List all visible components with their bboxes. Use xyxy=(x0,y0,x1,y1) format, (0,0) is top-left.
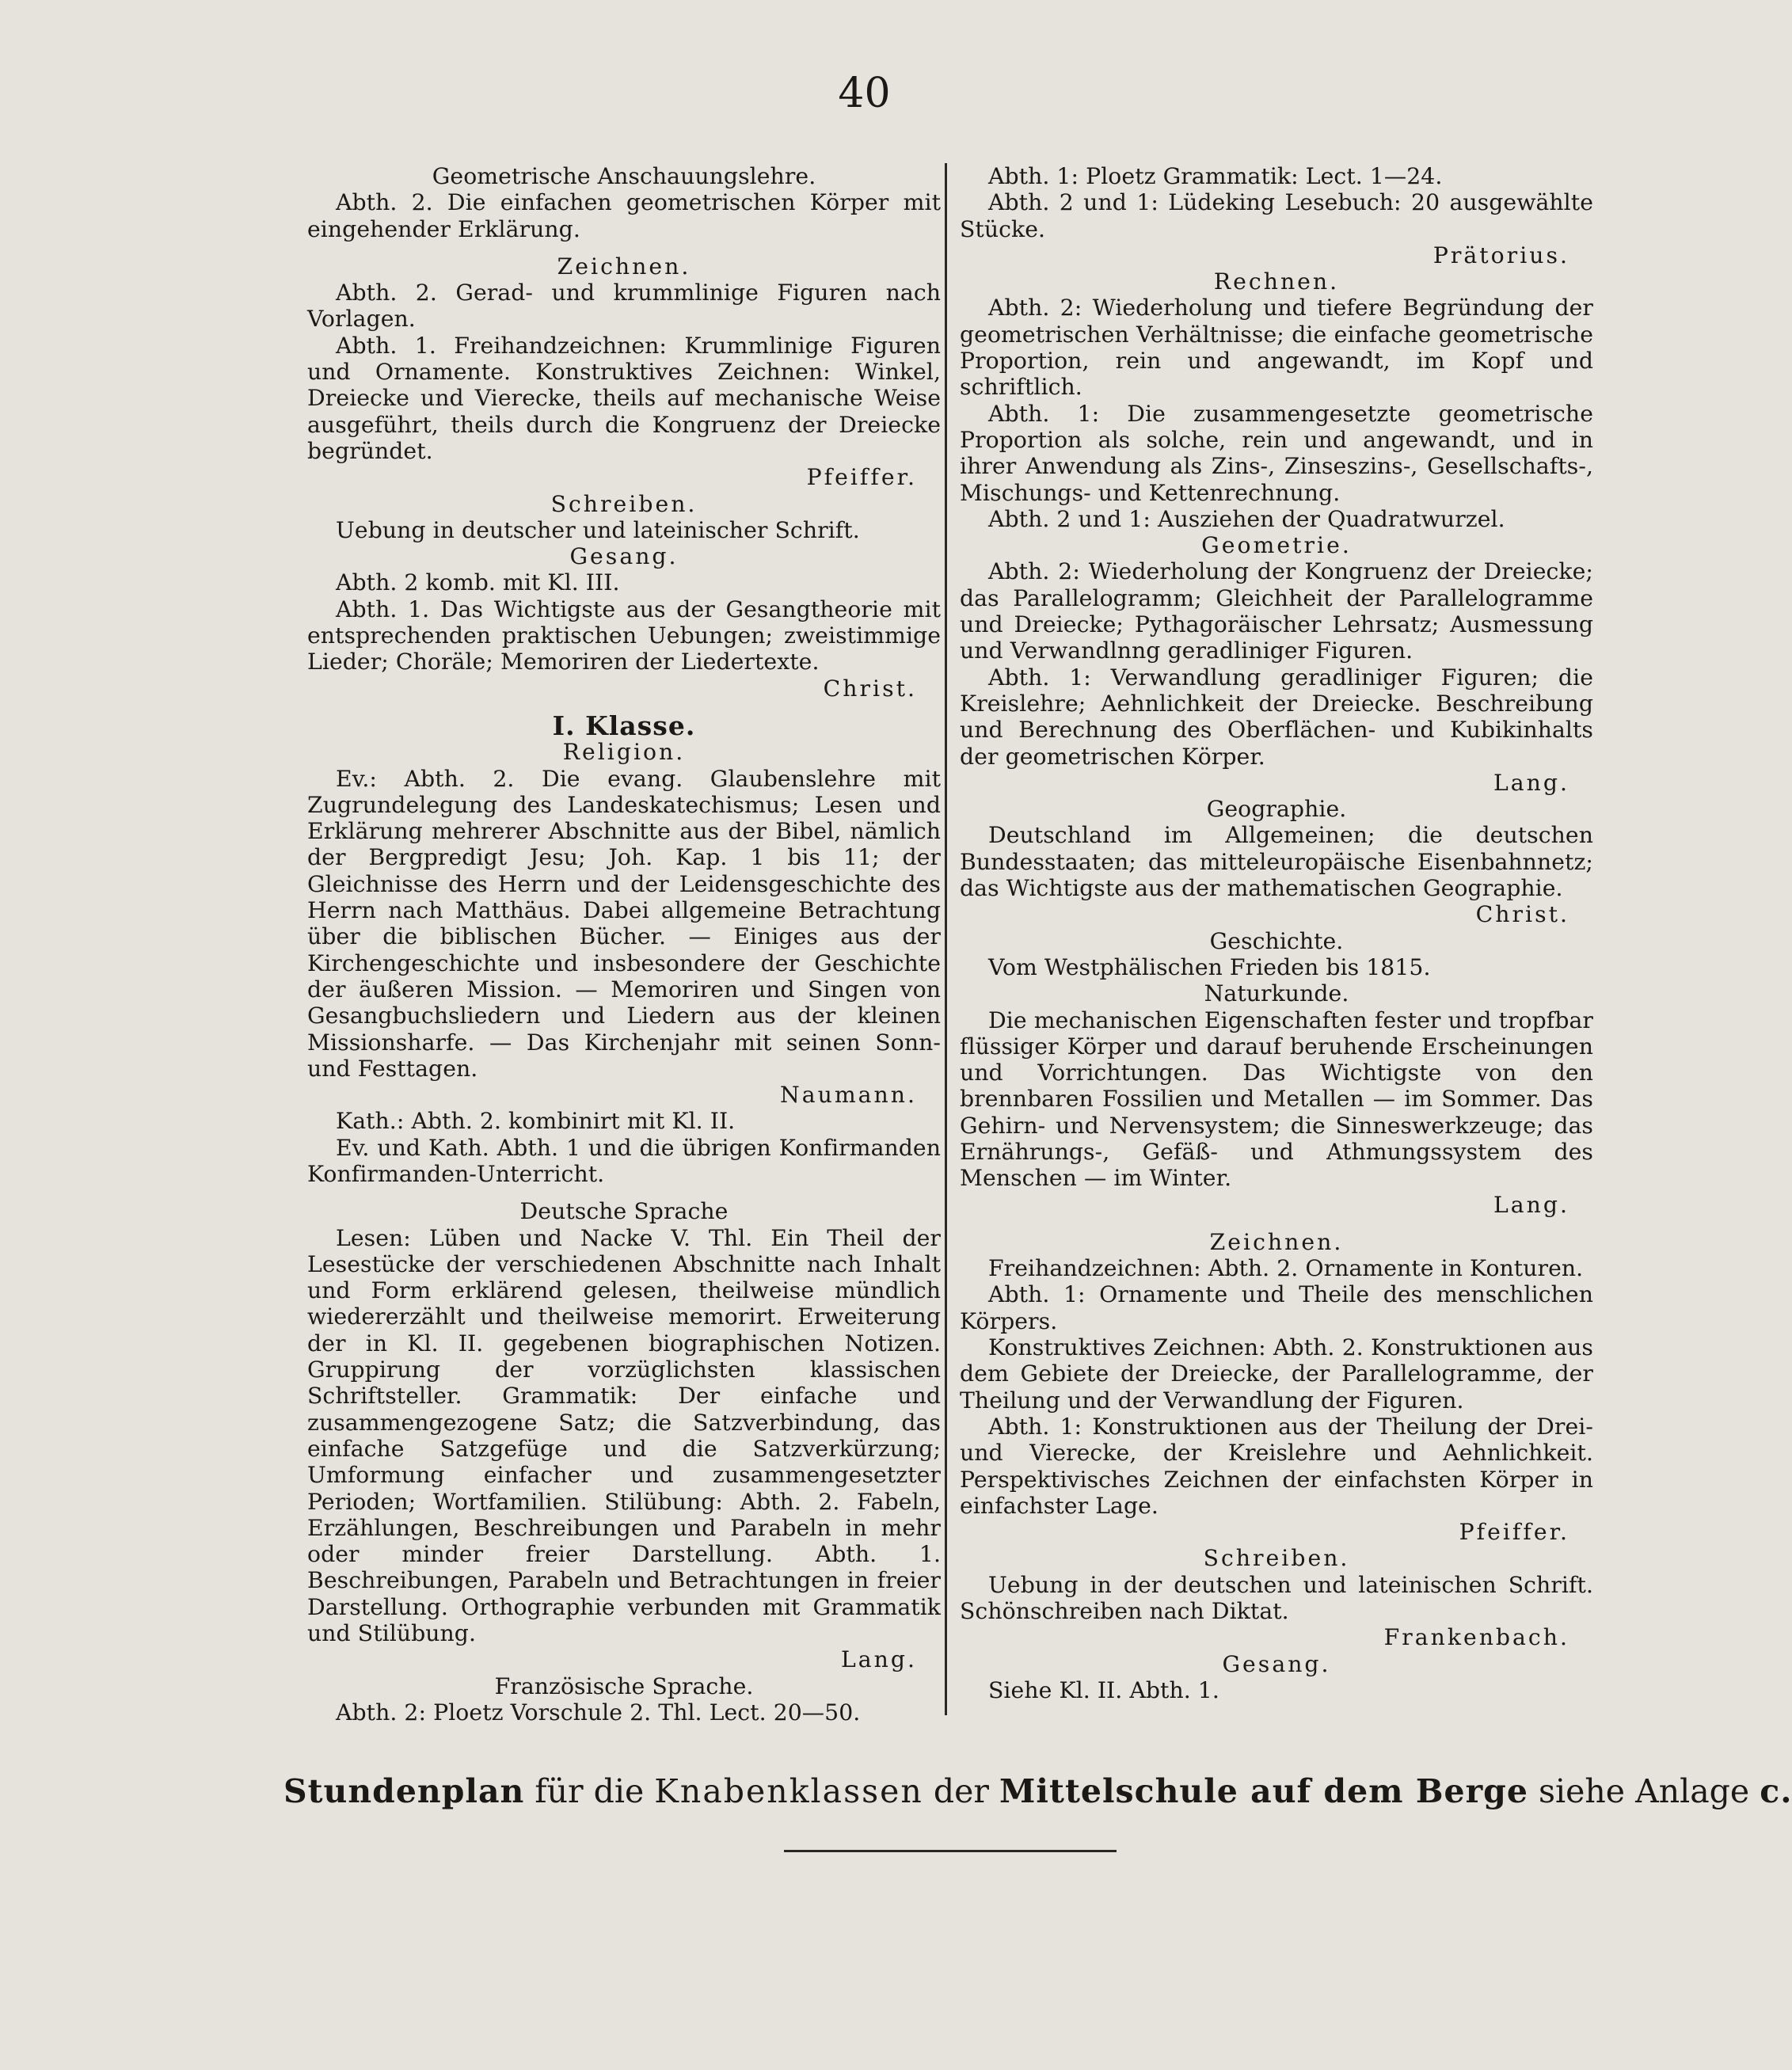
author-lang-geometrie: Lang. xyxy=(1493,769,1569,796)
paragraph-schreiben-right: Uebung in der deutschen und lateinischen Schrift. Schönschreiben nach Diktat. xyxy=(960,1571,1593,1625)
paragraph-rechnen-abth-2-1: Abth. 2 und 1: Ausziehen der Quadratwurzel. xyxy=(988,505,1505,532)
paragraph-geometrie-abth-1: Abth. 1: Verwandlung geradliniger Figuren; die Kreislehre; Aehnlichkeit der Dreiecke. Beschreibung und Berechnung des Oberflächen- und Kubikinhalts der geometrischen Körper. xyxy=(960,664,1593,770)
section-heading-geometrie: Geometrie. xyxy=(1201,532,1352,559)
section-heading-naturkunde: Naturkunde. xyxy=(1204,980,1349,1007)
section-heading-geschichte: Geschichte. xyxy=(1209,927,1344,954)
footer-fuer-die: für die xyxy=(535,1772,645,1810)
section-heading-deutsche-sprache: Deutsche Sprache xyxy=(519,1198,729,1225)
left-column xyxy=(307,163,941,1726)
section-heading-schreiben-right: Schreiben. xyxy=(1203,1545,1350,1572)
footer-anlage-c: c. xyxy=(1760,1772,1792,1810)
paragraph-gesang-abth-1: Abth. 1. Das Wichtigste aus der Gesangtheorie mit entsprechenden praktischen Uebungen; zweistimmige Lieder; Choräle; Memoriren der Liedertexte. xyxy=(307,596,941,675)
paragraph-geometrische-anschauungslehre: Abth. 2. Die einfachen geometrischen Körper mit eingehender Erklärung. xyxy=(307,189,941,242)
paragraph-zeichnen-abth-2: Abth. 2. Gerad- und krummlinige Figuren nach Vorlagen. xyxy=(307,280,941,333)
paragraph-deutsche-sprache: Lesen: Lüben und Nacke V. Thl. Ein Theil der Lesestücke der verschiedenen Abschnitte nach Inhalt und Form erklärend gelesen, theilweise mündlich wiedererzählt und theilweise memorirt. Erweiterung der in Kl. II. gegebenen biographischen Notizen. Gruppirung der vorzüglichsten klassischen Schriftsteller. Grammatik: Der einfache und zusammengezogene Satz; die Satzverbindung, das einfache Satzgefüge und die Satzverkürzung; Umformung einfacher und zusammengesetzter Perioden; Wortfamilien. Stilübung: Abth. 2. Fabeln, Erzählungen, Beschreibungen und Parabeln in mehr oder minder freier Darstellung. Abth. 1. Beschreibungen, Parabeln und Betrachtungen in freier Darstellung. Orthographie verbunden mit Grammatik und Stilübung. xyxy=(307,1224,941,1647)
paragraph-naturkunde: Die mechanischen Eigenschaften fester und tropfbar flüssiger Körper und darauf beruhende Erscheinungen und Vorrichtungen. Das Wichtigste von den brennbaren Fossilien und Metallen — im Sommer. Das Gehirn- und Nervensystem; die Sinneswerkzeuge; das Ernährungs-, Gefäß- und Athmungssystem des Menschen — im Winter. xyxy=(960,1006,1593,1192)
paragraph-schreiben: Uebung in deutscher und lateinischer Schrift. xyxy=(336,516,860,543)
paragraph-rechnen-abth-2: Abth. 2: Wiederholung und tiefere Begründung der geometrischen Verhältnisse; die einfache geometrische Proportion, rein und angewandt, im Kopf und schriftlich. xyxy=(960,295,1593,401)
paragraph-rechnen-abth-1: Abth. 1: Die zusammengesetzte geometrische Proportion als solche, rein und angewandt, und in ihrer Anwendung als Zins-, Zinseszins-, Gesellschafts-, Mischungs- und Kettenrechnung. xyxy=(960,400,1593,506)
paragraph-geographie: Deutschland im Allgemeinen; die deutschen Bundesstaaten; das mitteleuropäische Eisenbahnnetz; das Wichtigste aus der mathematischen Geographie. xyxy=(960,822,1593,902)
paragraph-geometrie-abth-2: Abth. 2: Wiederholung der Kongruenz der Dreiecke; das Parallelogramm; Gleichheit der Parallelogramme und Dreiecke; Pythagoräischer Lehrsatz; Ausmessung und Verwandlnng geradliniger Figuren. xyxy=(960,558,1593,664)
footer-siehe-anlage: siehe Anlage xyxy=(1538,1772,1750,1810)
paragraph-geschichte: Vom Westphälischen Frieden bis 1815. xyxy=(988,953,1431,980)
author-frankenbach: Frankenbach. xyxy=(1383,1624,1569,1651)
section-heading-zeichnen-right: Zeichnen. xyxy=(1209,1228,1344,1255)
author-lang: Lang. xyxy=(841,1646,917,1673)
author-lang-naturkunde: Lang. xyxy=(1493,1191,1569,1218)
author-christ: Christ. xyxy=(823,675,917,702)
footer-der: der xyxy=(933,1772,989,1810)
footer-mittelschule-auf-dem-berge: Mittelschule auf dem Berge xyxy=(999,1772,1528,1810)
section-heading-geographie: Geographie. xyxy=(1206,796,1347,823)
footer-stundenplan: Stundenplan xyxy=(283,1772,525,1810)
author-naumann: Naumann. xyxy=(779,1082,917,1109)
paragraph-franzoesisch-abth-2-1: Abth. 2 und 1: Lüdeking Lesebuch: 20 ausgewählte Stücke. xyxy=(960,189,1593,242)
paragraph-religion-ev: Ev.: Abth. 2. Die evang. Glaubenslehre mit Zugrundelegung des Landeskatechismus; Lesen und Erklärung mehrerer Abschnitte aus der Bibel, nämlich der Bergpredigt Jesu; Joh. Kap. 1 bis 11; der Gleichnisse des Herrn und der Leidensgeschichte des Herrn nach Matthäus. Dabei allgemeine Betrachtung über die biblischen Bücher. — Einiges aus der Kirchengeschichte und insbesondere der Geschichte der äußeren Mission. — Memoriren und Singen von Gesangbuchsliedern und Liedern aus der kleinen Missionsharfe. — Das Kirchenjahr mit seinen Sonn- und Festtagen. xyxy=(307,765,941,1082)
footer-knabenklassen: Knabenklassen xyxy=(654,1772,923,1810)
class-heading-i-klasse: I. Klasse. xyxy=(552,710,696,741)
right-column xyxy=(960,163,1593,1703)
paragraph-gesang-abth-2: Abth. 2 komb. mit Kl. III. xyxy=(336,569,620,596)
paragraph-franzoesische-sprache: Abth. 2: Ploetz Vorschule 2. Thl. Lect. 20—50. xyxy=(336,1699,861,1726)
paragraph-religion-ev-kath: Ev. und Kath. Abth. 1 und die übrigen Konfirmanden Konfirmanden-Unterricht. xyxy=(307,1134,941,1187)
paragraph-freihandzeichnen-abth-2: Freihandzeichnen: Abth. 2. Ornamente in Konturen. xyxy=(988,1255,1584,1282)
section-heading-gesang: Gesang. xyxy=(569,543,679,570)
section-heading-franzoesische-sprache: Französische Sprache. xyxy=(494,1672,754,1699)
paragraph-freihandzeichnen-abth-1: Abth. 1: Ornamente und Theile des menschlichen Körpers. xyxy=(960,1281,1593,1334)
author-praetorius: Prätorius. xyxy=(1432,242,1569,268)
paragraph-religion-kath: Kath.: Abth. 2. kombinirt mit Kl. II. xyxy=(336,1108,736,1135)
page-number: 40 xyxy=(838,70,891,117)
section-heading-rechnen: Rechnen. xyxy=(1213,268,1340,295)
section-heading-zeichnen: Zeichnen. xyxy=(557,253,691,280)
column-divider xyxy=(945,163,947,1715)
author-pfeiffer: Pfeiffer. xyxy=(806,464,917,491)
author-pfeiffer-right: Pfeiffer. xyxy=(1459,1519,1569,1546)
paragraph-zeichnen-abth-1: Abth. 1. Freihandzeichnen: Krummlinige Figuren und Ornamente. Konstruktives Zeichnen: Winkel, Dreiecke und Vierecke, theils auf mechanische Weise ausgeführt, theils durch die Kongruenz der Dreiecke begründet. xyxy=(307,332,941,464)
section-heading-schreiben: Schreiben. xyxy=(550,490,698,517)
section-heading-religion: Religion. xyxy=(562,739,686,766)
paragraph-gesang-right: Siehe Kl. II. Abth. 1. xyxy=(988,1676,1219,1703)
author-christ-geographie: Christ. xyxy=(1475,901,1569,928)
section-heading-geometrische-anschauungslehre: Geometrische Anschauungslehre. xyxy=(432,163,816,189)
footer-rule xyxy=(784,1850,1117,1852)
paragraph-franzoesisch-abth-1: Abth. 1: Ploetz Grammatik: Lect. 1—24. xyxy=(988,163,1443,189)
paragraph-konstruktives-zeichnen-abth-2: Konstruktives Zeichnen: Abth. 2. Konstruktionen aus dem Gebiete der Dreiecke, der Parallelogramme, der Theilung und der Verwandlung der Figuren. xyxy=(960,1334,1593,1414)
footer-stundenplan-note xyxy=(283,1769,1792,1813)
section-heading-gesang-right: Gesang. xyxy=(1222,1650,1331,1677)
paragraph-konstruktives-zeichnen-abth-1: Abth. 1: Konstruktionen aus der Theilung der Drei- und Vierecke, der Kreislehre und Aehnlichkeit. Perspektivisches Zeichnen der einfachsten Körper in einfachster Lage. xyxy=(960,1413,1593,1519)
